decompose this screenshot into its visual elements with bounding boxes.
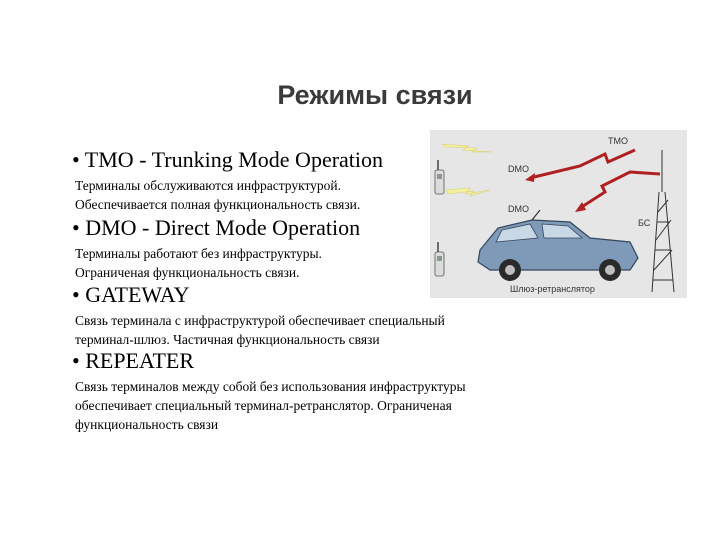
desc-line: Терминалы работают без инфраструктуры. — [75, 246, 322, 261]
tmo-description — [75, 176, 360, 214]
gateway-repeater-label: Шлюз-ретранслятор — [510, 284, 595, 294]
communication-modes-illustration — [430, 130, 687, 298]
repeater-description — [75, 377, 466, 434]
bullet-tmo: • TMO - Trunking Mode Operation — [72, 147, 384, 172]
desc-line: Связь терминалов между собой без использования инфраструктуры — [75, 379, 466, 394]
slide-title: Режимы связи — [277, 80, 473, 110]
desc-line: Терминалы обслуживаются инфраструктурой. — [75, 178, 342, 193]
desc-line: функциональность связи — [75, 417, 219, 432]
figure-background — [430, 130, 687, 298]
desc-line: обеспечивает специальный терминал-ретранслятор. Ограниченая — [75, 398, 452, 413]
gateway-description — [75, 311, 445, 349]
bullet-repeater: • REPEATER — [72, 348, 194, 373]
bullet-gateway: • GATEWAY — [72, 282, 190, 307]
desc-line: Ограниченая функциональность связи. — [75, 265, 300, 280]
tmo-label: TMO — [608, 136, 628, 146]
desc-line: терминал-шлюз. Частичная функциональность связи — [75, 332, 380, 347]
dmo-description — [75, 244, 322, 282]
bullet-dmo: • DMO - Direct Mode Operation — [72, 215, 361, 240]
bs-label: БС — [638, 218, 651, 228]
dmo-top-label: DMO — [508, 164, 529, 174]
dmo-bottom-label: DMO — [508, 204, 529, 214]
desc-line: Обеспечивается полная функциональность связи. — [75, 197, 361, 212]
desc-line: Связь терминала с инфраструктурой обеспечивает специальный — [75, 313, 445, 328]
